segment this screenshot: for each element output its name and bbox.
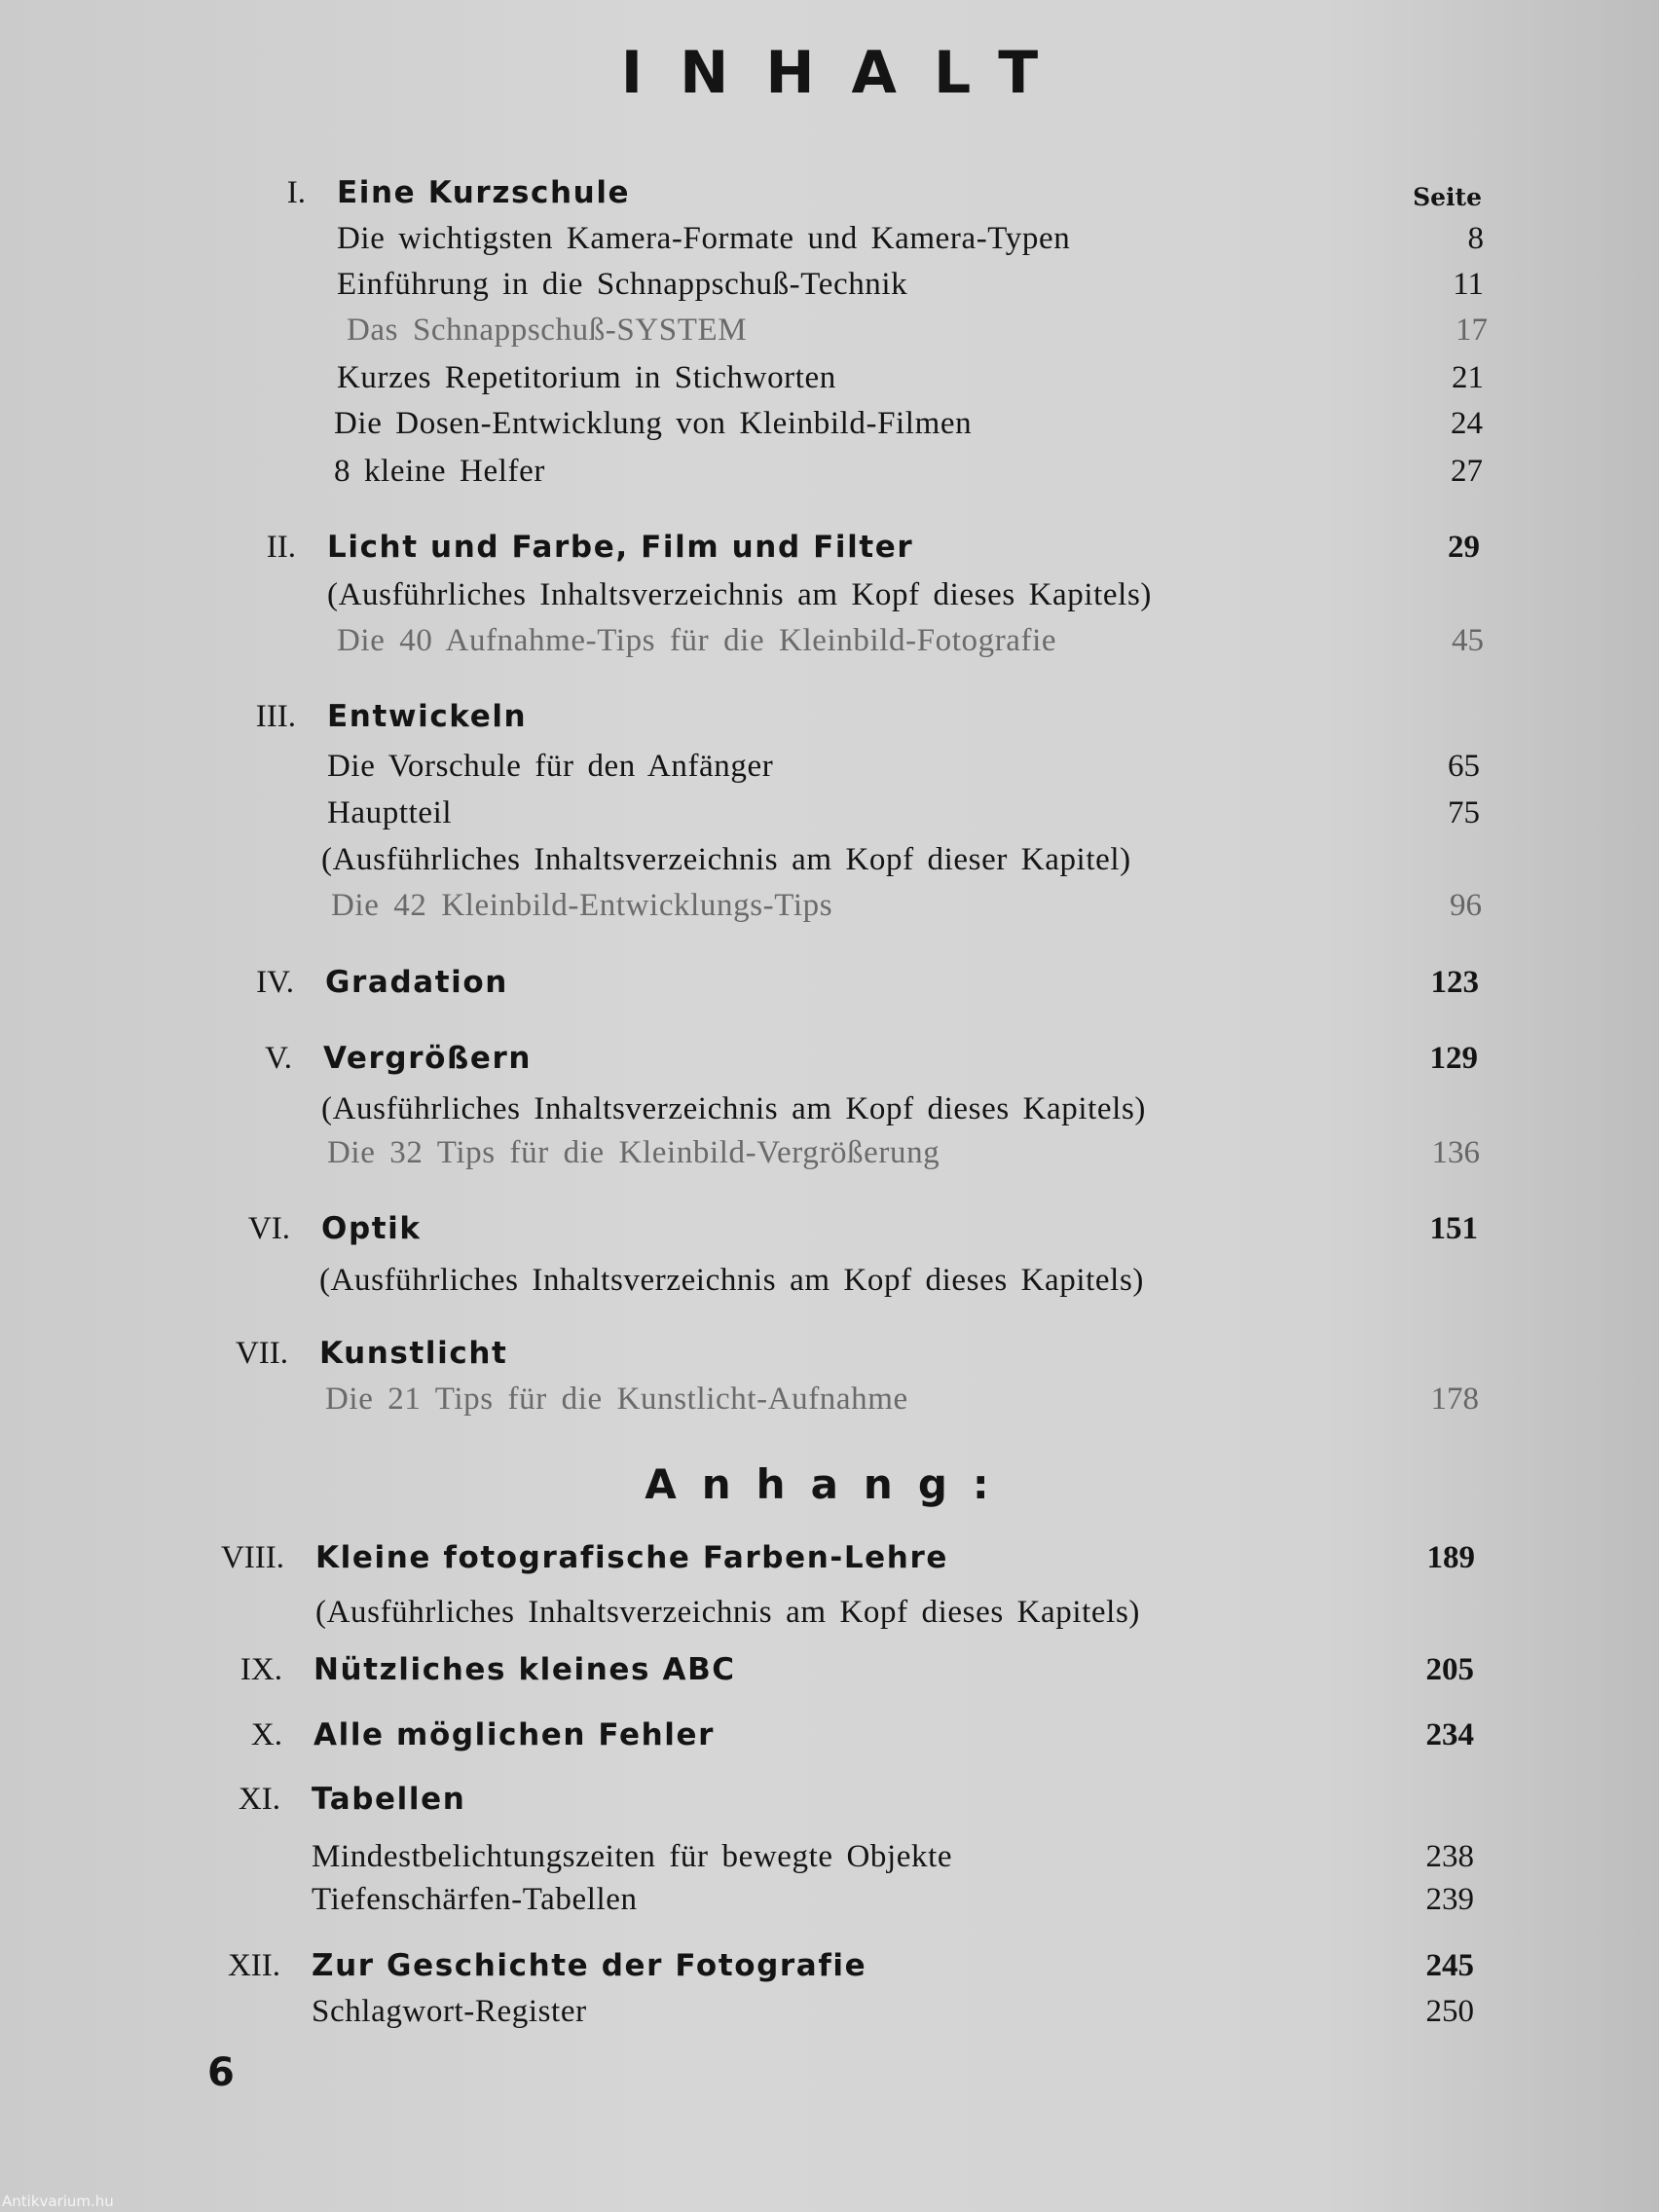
entry-page-number: 250 xyxy=(1425,1994,1474,2029)
chapter-entry xyxy=(0,1713,1659,1757)
chapter-entry xyxy=(0,1647,1659,1692)
entry-title: Eine Kurzschule xyxy=(337,175,631,210)
entry-title: Licht und Farbe, Film und Filter xyxy=(327,530,914,565)
chapter-number: X. xyxy=(250,1717,282,1752)
chapter-number: I. xyxy=(286,175,306,210)
chapter-entry xyxy=(0,1777,1659,1822)
sub-entry xyxy=(0,401,1659,446)
entry-title: Die Vorschule für den Anfänger xyxy=(327,749,774,784)
entry-title: Kleine fotografische Farben-Lehre xyxy=(315,1540,948,1575)
entry-title: Die Dosen-Entwicklung von Kleinbild-Filmen xyxy=(334,406,973,441)
chapter-entry xyxy=(0,1943,1659,1988)
chapter-entry xyxy=(0,1206,1659,1251)
entry-title: Entwickeln xyxy=(327,699,528,734)
entry-page-number: 21 xyxy=(1452,360,1484,395)
sub-entry xyxy=(0,1877,1659,1922)
sub-entry xyxy=(0,1258,1659,1303)
entry-page-number: 129 xyxy=(1429,1041,1478,1076)
chapter-number: V. xyxy=(265,1041,292,1076)
sub-entry xyxy=(0,1834,1659,1879)
page-number: 6 xyxy=(207,2050,235,2095)
entry-title: Die 32 Tips für die Kleinbild-Vergrößerung xyxy=(327,1135,940,1170)
sub-entry xyxy=(0,262,1659,307)
entry-page-number: 234 xyxy=(1425,1717,1474,1752)
entry-title: Vergrößern xyxy=(323,1041,533,1076)
entry-title: Alle möglichen Fehler xyxy=(313,1717,715,1752)
entry-title: Die 42 Kleinbild-Entwicklungs-Tips xyxy=(331,888,833,923)
entry-page-number: 96 xyxy=(1450,888,1482,923)
entry-title: (Ausführliches Inhaltsverzeichnis am Kopf dieses Kapitels) xyxy=(321,1091,1146,1126)
chapter-entry xyxy=(0,960,1659,1005)
entry-title: Schlagwort-Register xyxy=(312,1994,587,2029)
tips-entry xyxy=(0,1377,1659,1421)
entry-page-number: 65 xyxy=(1448,749,1480,784)
entry-title: Mindestbelichtungszeiten für bewegte Objekte xyxy=(312,1839,953,1874)
entry-title: (Ausführliches Inhaltsverzeichnis am Kopf dieses Kapitels) xyxy=(319,1263,1144,1298)
entry-page-number: 8 xyxy=(1467,221,1484,256)
chapter-entry xyxy=(0,170,1659,215)
entry-title: Die wichtigsten Kamera-Formate und Kamera-Typen xyxy=(337,221,1071,256)
entry-page-number: 123 xyxy=(1430,965,1479,1000)
chapter-entry xyxy=(0,1331,1659,1376)
watermark: Antikvarium.hu xyxy=(2,2193,114,2210)
sub-entry xyxy=(0,449,1659,494)
entry-title: (Ausführliches Inhaltsverzeichnis am Kopf dieser Kapitel) xyxy=(321,842,1131,877)
tips-entry xyxy=(0,1130,1659,1175)
entry-title: Einführung in die Schnappschuß-Technik xyxy=(337,267,908,302)
entry-page-number: 45 xyxy=(1452,623,1484,658)
chapter-number: VIII. xyxy=(220,1540,284,1575)
entry-title: Gradation xyxy=(325,965,508,1000)
entry-page-number: 205 xyxy=(1425,1652,1474,1687)
entry-title: Tiefenschärfen-Tabellen xyxy=(312,1882,638,1917)
sub-entry xyxy=(0,837,1659,882)
entry-title: 8 kleine Helfer xyxy=(334,454,545,489)
chapter-number: VII. xyxy=(235,1336,288,1371)
chapter-entry xyxy=(0,1535,1659,1580)
entry-page-number: 75 xyxy=(1448,795,1480,830)
entry-page-number: 24 xyxy=(1451,406,1483,441)
entry-title: Kunstlicht xyxy=(319,1336,508,1371)
page-title: INHALT xyxy=(620,39,1076,107)
entry-title: Tabellen xyxy=(312,1782,466,1817)
entry-page-number: 189 xyxy=(1426,1540,1475,1575)
entry-page-number: 17 xyxy=(1456,313,1488,348)
entry-page-number: 238 xyxy=(1425,1839,1474,1874)
chapter-number: IX. xyxy=(240,1652,282,1687)
chapter-entry xyxy=(0,694,1659,739)
sub-entry xyxy=(0,1989,1659,2034)
page-column-label: Seite xyxy=(1413,183,1482,211)
entry-title: (Ausführliches Inhaltsverzeichnis am Kopf dieses Kapitels) xyxy=(315,1595,1140,1630)
appendix-heading: Anhang: xyxy=(645,1460,1014,1508)
chapter-number: XII. xyxy=(227,1948,280,1983)
entry-title: (Ausführliches Inhaltsverzeichnis am Kopf dieses Kapitels) xyxy=(327,577,1152,612)
sub-entry xyxy=(0,216,1659,261)
entry-title: Hauptteil xyxy=(327,795,453,830)
entry-title: Kurzes Repetitorium in Stichworten xyxy=(337,360,836,395)
tips-entry xyxy=(0,308,1659,352)
entry-title: Die 21 Tips für die Kunstlicht-Aufnahme xyxy=(325,1382,908,1417)
sub-entry xyxy=(0,1590,1659,1635)
sub-entry xyxy=(0,791,1659,835)
entry-title: Nützliches kleines ABC xyxy=(313,1652,736,1687)
sub-entry xyxy=(0,355,1659,400)
entry-title: Optik xyxy=(321,1211,422,1246)
chapter-number: IV. xyxy=(256,965,294,1000)
entry-page-number: 245 xyxy=(1425,1948,1474,1983)
chapter-number: II. xyxy=(266,530,296,565)
entry-page-number: 239 xyxy=(1425,1882,1474,1917)
entry-page-number: 27 xyxy=(1451,454,1483,489)
tips-entry xyxy=(0,618,1659,663)
sub-entry xyxy=(0,572,1659,617)
chapter-number: XI. xyxy=(238,1782,280,1817)
entry-page-number: 151 xyxy=(1429,1211,1478,1246)
chapter-entry xyxy=(0,1036,1659,1081)
tips-entry xyxy=(0,883,1659,928)
entry-page-number: 11 xyxy=(1453,267,1484,302)
chapter-entry xyxy=(0,525,1659,570)
entry-page-number: 136 xyxy=(1431,1135,1480,1170)
entry-title: Das Schnappschuß-SYSTEM xyxy=(347,313,748,348)
chapter-number: III. xyxy=(255,699,296,734)
chapter-number: VI. xyxy=(247,1211,290,1246)
sub-entry xyxy=(0,744,1659,789)
entry-title: Die 40 Aufnahme-Tips für die Kleinbild-Fotografie xyxy=(337,623,1057,658)
entry-title: Zur Geschichte der Fotografie xyxy=(312,1948,867,1983)
entry-page-number: 178 xyxy=(1430,1382,1479,1417)
entry-page-number: 29 xyxy=(1448,530,1480,565)
sub-entry xyxy=(0,1087,1659,1131)
